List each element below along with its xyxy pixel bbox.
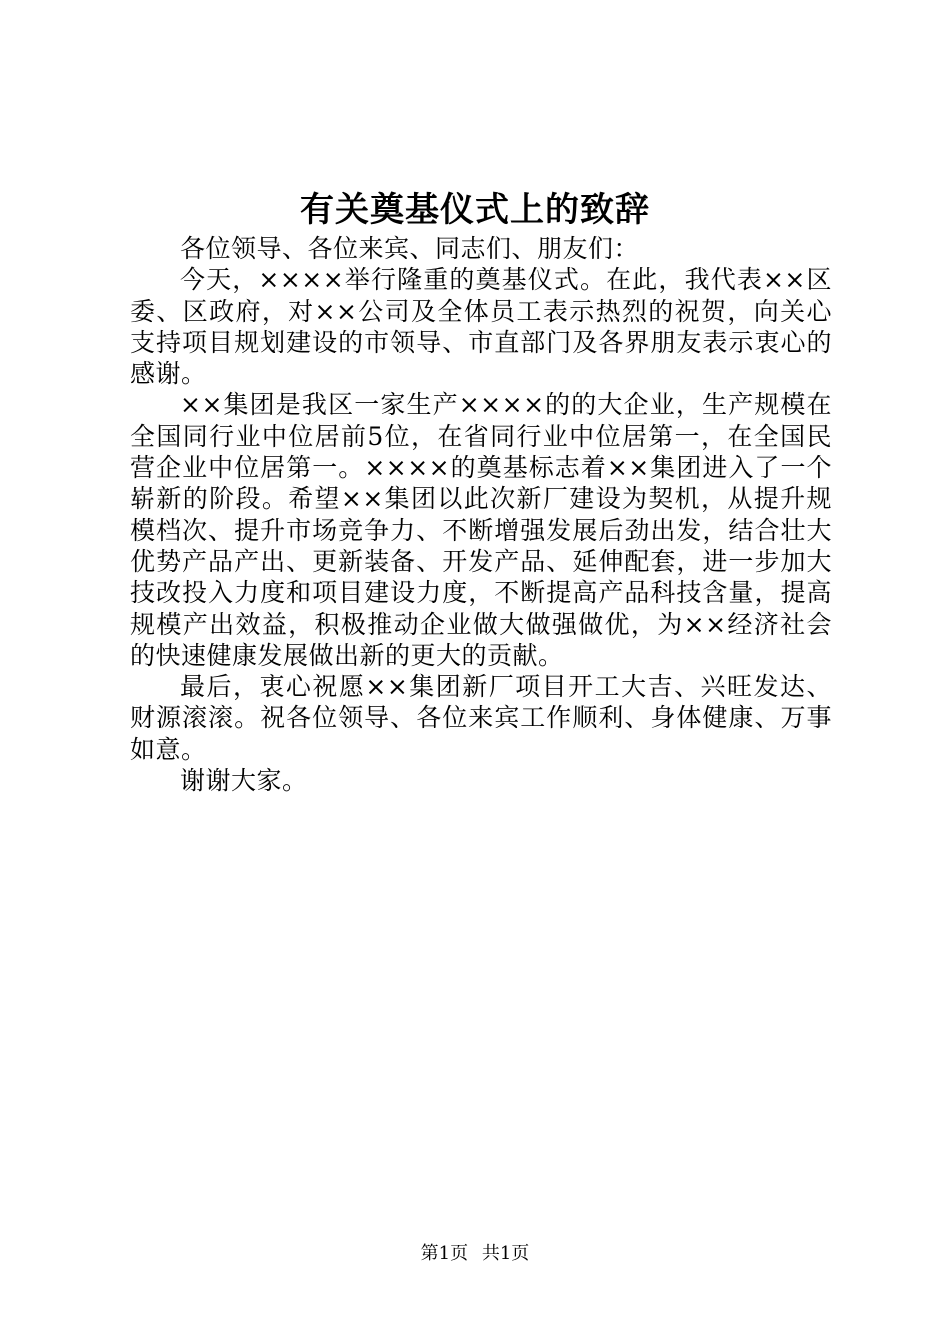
salutation-paragraph: 各位领导、各位来宾、同志们、朋友们： xyxy=(180,234,640,263)
document-body xyxy=(130,233,832,796)
closing-wishes-paragraph: 最后，衷心祝愿××集团新厂项目开工大吉、兴旺发达、财源滚滚。祝各位领导、各位来宾工作顺利、身体健康、万事如意。 xyxy=(130,672,832,764)
page-number-current: 第1页 xyxy=(420,1243,469,1264)
opening-paragraph: 今天，××××举行隆重的奠基仪式。在此，我代表××区委、区政府，对××公司及全体员工表示热烈的祝贺，向关心支持项目规划建设的市领导、市直部门及各界朋友表示衷心的感谢。 xyxy=(130,265,832,389)
main-paragraph: ××集团是我区一家生产××××的的大企业，生产规模在全国同行业中位居前5位，在省同行业中位居第一，在全国民营企业中位居第一。××××的奠基标志着××集团进入了一个崭新的阶段。希望××集团以此次新厂建设为契机，从提升规模档次、提升市场竞争力、不断增强发展后劲出发，结合壮大优势产品产出、更新装备、开发产品、延伸配套，进一步加大技改投入力度和项目建设力度，不断提高产品科技含量，提高规模产出效益，积极推动企业做大做强做优，为××经济社会的快速健康发展做出新的更大的贡献。 xyxy=(130,390,832,670)
page-footer xyxy=(0,1242,950,1266)
document-title: 有关奠基仪式上的致辞 xyxy=(300,190,650,230)
page-number-total: 共1页 xyxy=(481,1243,530,1264)
thanks-paragraph: 谢谢大家。 xyxy=(180,766,308,796)
